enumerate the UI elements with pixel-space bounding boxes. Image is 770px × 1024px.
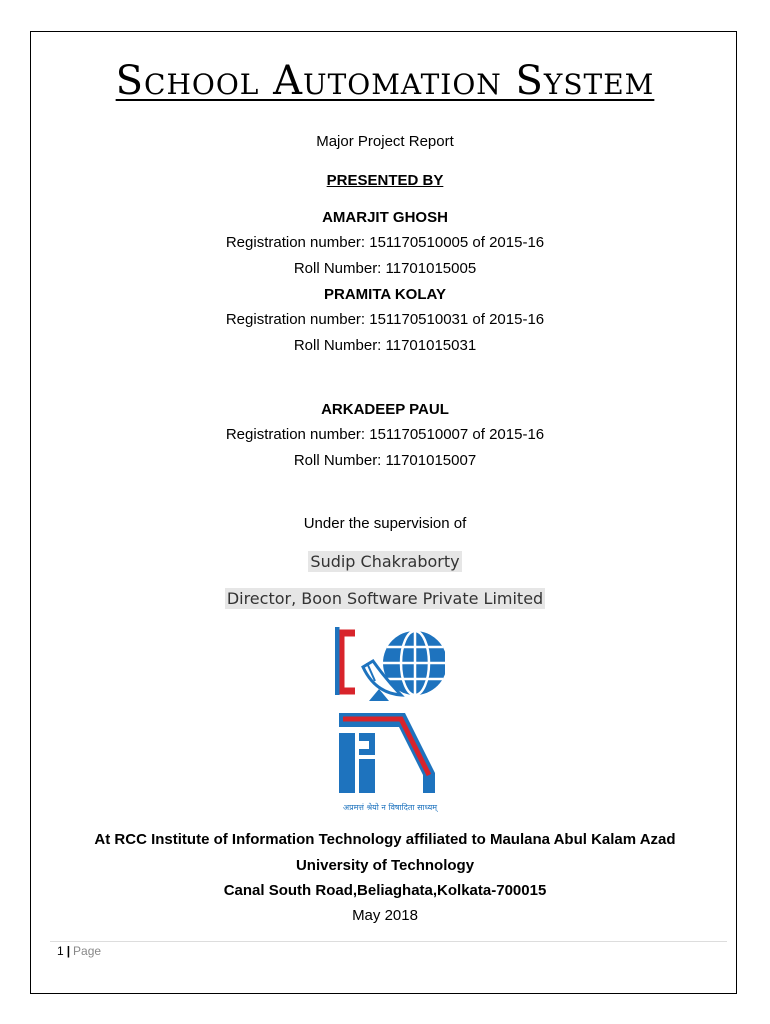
document-title: School Automation System [115,58,655,104]
subtitle: Major Project Report [316,133,454,150]
member-name: PRAMITA KOLAY [324,286,446,303]
page-number: 1 [57,944,64,958]
institute-line-2: University of Technology [295,857,475,874]
logo-red-bracket [341,633,355,691]
member-name: ARKADEEP PAUL [321,401,449,418]
member-registration: Registration number: 151170510031 of 2015-16 [225,311,545,328]
logo-motto: अप्रमत्तं श्रेयो न विषादिता साध्यम् [342,803,438,812]
member-roll: Roll Number: 11701015007 [293,452,477,469]
member-name: AMARJIT GHOSH [322,209,448,226]
supervisor-name: Sudip Chakraborty [310,552,460,571]
page-footer [57,944,101,958]
supervisor-name-block [0,552,770,571]
institute-logo [335,623,445,815]
member-registration: Registration number: 151170510007 of 2015-16 [225,426,545,443]
institute-line-1: At RCC Institute of Information Technology affiliated to Maulana Abul Kalam Azad [94,831,676,848]
institute-address: Canal South Road,Beliaghata,Kolkata-700015 [223,882,547,899]
member-roll: Roll Number: 11701015031 [293,337,477,354]
supervision-label: Under the supervision of [303,515,467,532]
footer-rule [50,941,727,942]
member-roll: Roll Number: 11701015005 [293,260,477,277]
member-registration: Registration number: 151170510005 of 2015-16 [225,234,545,251]
logo-letter-r [339,713,435,793]
supervisor-title-block [0,589,770,608]
footer-separator: | [66,944,71,958]
supervisor-title: Director, Boon Software Private Limited [226,589,544,608]
presented-by-heading: PRESENTED BY [326,172,444,189]
report-date: May 2018 [352,907,418,924]
page-label: Page [73,944,102,958]
